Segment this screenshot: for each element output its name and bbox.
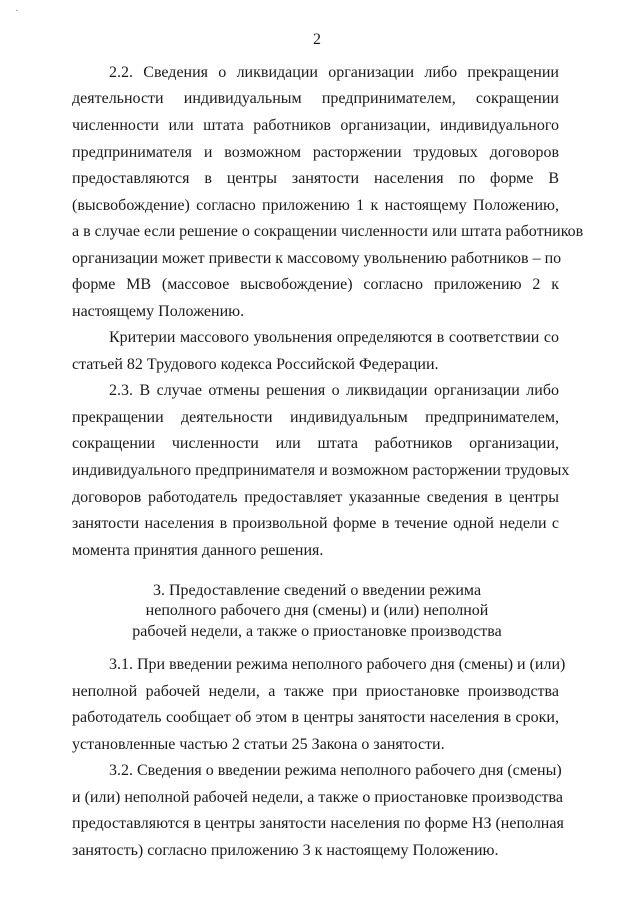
page-number: 2: [313, 31, 321, 48]
section-heading: 3. Предоставление сведений о введении режима: [152, 582, 482, 599]
text-line: установленные частью 2 статьи 25 Закона о занятости.: [72, 736, 445, 753]
text-line: занятости населения в произвольной форме в течение одной недели с: [72, 515, 559, 532]
text-line: занятость) согласно приложению 3 к настоящему Положению.: [72, 842, 499, 859]
section-heading: неполного рабочего дня (смены) и (или) неполной: [145, 602, 489, 619]
text-line: прекращении деятельности индивидуальным предпринимателем,: [72, 409, 559, 426]
text-line: неполной рабочей недели, а также при приостановке производства: [72, 683, 559, 700]
text-line: сокращении численности или штата работников организации,: [72, 435, 559, 452]
text-line: статьей 82 Трудового кодекса Российской Федерации.: [72, 356, 439, 373]
text-line: а в случае если решение о сокращении численности или штата работников: [72, 223, 584, 240]
text-line: настоящему Положению.: [72, 303, 245, 320]
text-line: 3.1. При введении режима неполного рабочего дня (смены) и (или): [109, 656, 566, 673]
section-heading: рабочей недели, а также о приостановке производства: [132, 623, 502, 640]
text-line: договоров работодатель предоставляет указанные сведения в центры: [72, 489, 559, 506]
text-line: форме МВ (массовое высвобождение) согласно приложению 2 к: [72, 276, 559, 293]
text-line: деятельности индивидуальным предпринимателем, сокращении: [72, 90, 559, 107]
text-line: предоставляются в центры занятости населения по форме НЗ (неполная: [72, 815, 564, 832]
scan-mark: ·: [15, 5, 19, 17]
text-line: 3.2. Сведения о введении режима неполного рабочего дня (смены): [109, 762, 562, 779]
text-line: предоставляются в центры занятости населения по форме В: [72, 170, 559, 187]
text-line: Критерии массового увольнения определяются в соответствии со: [109, 329, 559, 346]
text-line: организации может привести к массовому увольнению работников – по: [72, 250, 562, 267]
text-line: (высвобождение) согласно приложению 1 к настоящему Положению,: [72, 197, 559, 214]
text-line: 2.2. Сведения о ликвидации организации либо прекращении: [109, 64, 559, 81]
text-line: численности или штата работников организации, индивидуального: [72, 117, 559, 134]
text-line: и (или) неполной рабочей недели, а также о приостановке производства: [72, 789, 563, 806]
text-line: 2.3. В случае отмены решения о ликвидации организации либо: [109, 382, 559, 399]
text-line: индивидуального предпринимателя и возможном расторжении трудовых: [72, 462, 570, 479]
text-line: работодатель сообщает об этом в центры занятости населения в сроки,: [72, 709, 559, 726]
text-line: предпринимателя и возможном расторжении трудовых договоров: [72, 144, 559, 161]
text-line: момента принятия данного решения.: [72, 542, 324, 559]
